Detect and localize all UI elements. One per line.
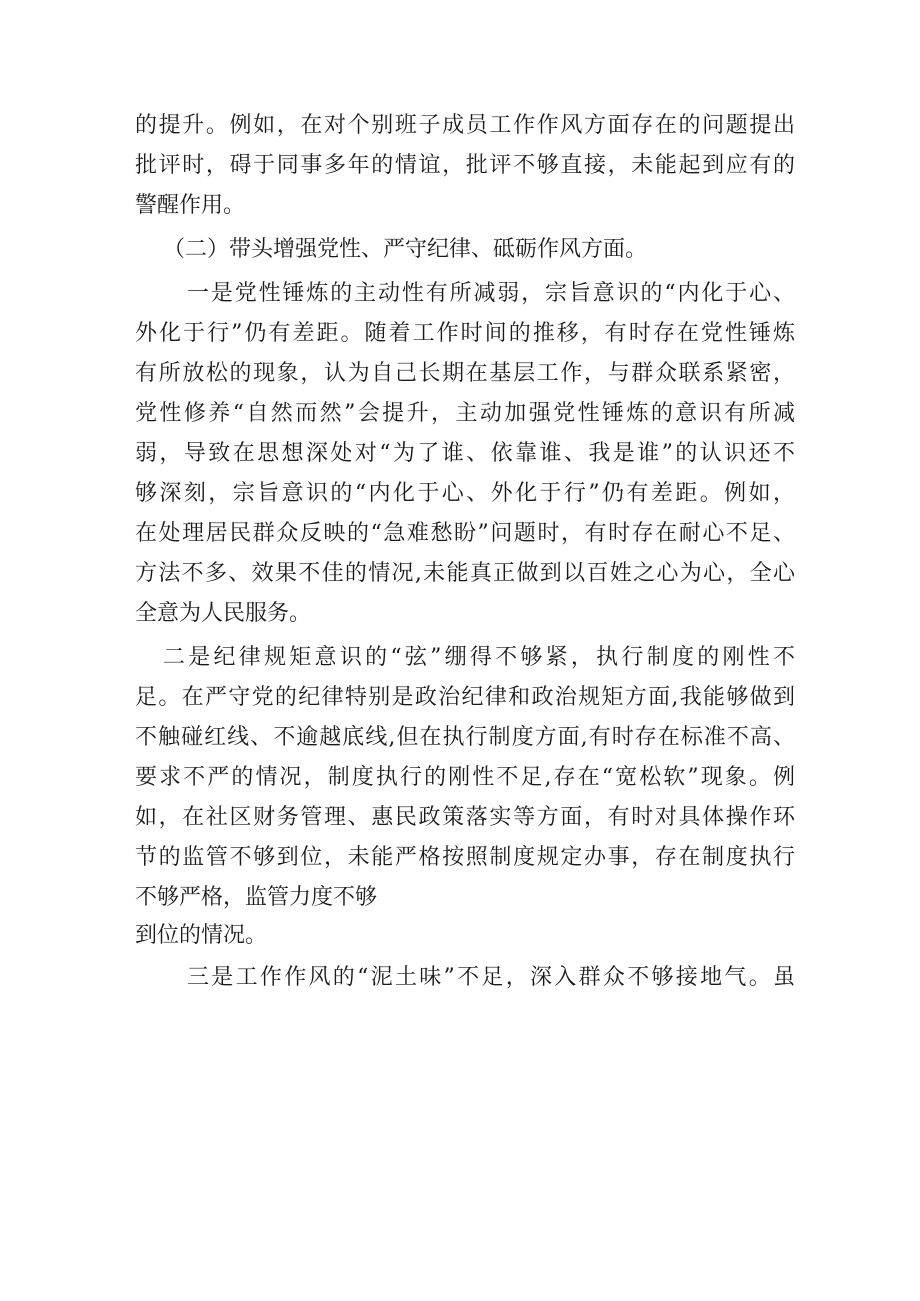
text-line: 全意为人民服务。	[135, 601, 312, 626]
paragraph-point-one	[135, 274, 795, 634]
heading-line: （二）带头增强党性、严守纪律、砥砺作风方面。	[163, 237, 648, 262]
text-line: 如，在社区财务管理、惠民政策落实等方面，有时对具体操作环	[135, 805, 795, 830]
paragraph-point-two	[135, 638, 795, 954]
text-line: 三是工作作风的“泥土味”不足，深入群众不够接地气。虽	[187, 965, 795, 990]
text-line: 二是纪律规矩意识的“弦”绷得不够紧，执行制度的刚性不	[163, 645, 795, 670]
text-line: 批评时，碍于同事多年的情谊，批评不够直接，未能起到应有的	[135, 153, 795, 178]
text-line: 不够严格，监管力度不够	[135, 885, 378, 910]
text-line: 足。在严守党的纪律特别是政治纪律和政治规矩方面,我能够做到	[135, 685, 795, 710]
text-line: 节的监管不够到位，未能严格按照制度规定办事，存在制度执行	[135, 845, 795, 870]
text-line: 的提升。例如，在对个别班子成员工作作风方面存在的问题提出	[135, 113, 795, 138]
document-body	[135, 106, 795, 998]
text-line: 外化于行”仍有差距。随着工作时间的推移，有时存在党性锤炼	[135, 321, 795, 346]
text-line: 不触碰红线、不逾越底线,但在执行制度方面,有时存在标准不高、	[135, 725, 795, 750]
text-line: 在处理居民群众反映的“急难愁盼”问题时，有时存在耐心不足、	[135, 521, 795, 546]
paragraph-continuation	[135, 106, 795, 226]
paragraph-point-three	[135, 958, 795, 998]
text-line: 警醒作用。	[135, 193, 246, 218]
text-line: 方法不多、效果不佳的情况,未能真正做到以百姓之心为心，全心	[135, 561, 795, 586]
text-line: 有所放松的现象，认为自己长期在基层工作，与群众联系紧密，	[135, 361, 795, 386]
section-heading	[135, 230, 795, 270]
text-line: 一是党性锤炼的主动性有所减弱，宗旨意识的“内化于心、	[187, 281, 795, 306]
text-line: 党性修养“自然而然”会提升，主动加强党性锤炼的意识有所减	[135, 401, 795, 426]
text-line: 弱，导致在思想深处对“为了谁、依靠谁、我是谁”的认识还不	[135, 441, 795, 466]
text-line: 要求不严的情况，制度执行的刚性不足,存在“宽松软”现象。例	[135, 765, 795, 790]
text-line: 够深刻，宗旨意识的“内化于心、外化于行”仍有差距。例如，	[135, 481, 795, 506]
text-line: 到位的情况。	[135, 923, 268, 948]
